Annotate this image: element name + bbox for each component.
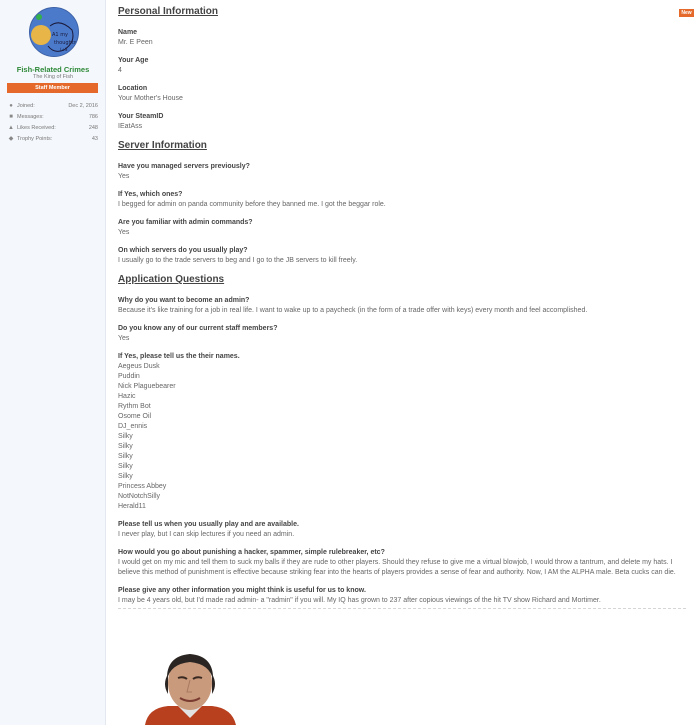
question: How would you go about punishing a hacker, spammer, simple rulebreaker, etc? <box>118 549 385 556</box>
question: Name <box>118 29 138 36</box>
thumbs-up-icon: ▲ <box>8 124 14 131</box>
stat-messages <box>8 111 98 122</box>
new-badge: New <box>679 9 694 17</box>
staff-name: Hazic <box>118 393 136 400</box>
answer: I would get on my mic and tell them to suck my balls if they are rude to other players. Should they refuse to give me a virtual blowjob, I would throw a tantrum, and delete my hats. I believe this method of punishment is effective because striking fear into the hearts of players provides a sense of fear and authority. Now, I AM the ALPHA male. Beta cucks can die. <box>118 559 676 576</box>
embedded-photo <box>140 650 240 725</box>
question: If Yes, please tell us the their names. <box>118 353 240 360</box>
staff-name: Herald11 <box>118 503 146 510</box>
stat-likes <box>8 122 98 133</box>
answer: IEatAss <box>118 123 143 130</box>
qa-location <box>118 84 688 104</box>
answer: 4 <box>118 67 122 74</box>
messages-icon: ■ <box>9 113 13 120</box>
stat-value[interactable]: 43 <box>91 135 98 142</box>
post-content <box>118 6 688 609</box>
qa-other-info <box>118 586 688 606</box>
stat-value[interactable]: 786 <box>88 113 98 120</box>
answer: Yes <box>118 335 130 342</box>
qa-availability <box>118 520 688 540</box>
staff-name: Rythm Bot <box>118 403 151 410</box>
stat-value: Dec 2, 2016 <box>68 102 98 109</box>
stat-label: Trophy Points: <box>17 135 53 142</box>
answer: Yes <box>118 229 130 236</box>
question: Are you familiar with admin commands? <box>118 219 253 226</box>
qa-admin-commands <box>118 218 688 238</box>
answer: I may be 4 years old, but I'd made rad admin- a "radmin" if you will. My IQ has grown to 237 after copious viewings of the hit TV show Richard and Mortimer. <box>118 597 601 604</box>
section-heading-personal: Personal Information <box>118 6 219 17</box>
question: Why do you want to become an admin? <box>118 297 250 304</box>
staff-name: Silky <box>118 453 133 460</box>
question: Your Age <box>118 57 149 64</box>
staff-name: Nick Plaguebearer <box>118 383 176 390</box>
stat-joined <box>8 100 98 111</box>
qa-age <box>118 56 688 76</box>
calendar-icon: ● <box>9 102 13 109</box>
question: On which servers do you usually play? <box>118 247 248 254</box>
staff-name: Aegeus Dusk <box>118 363 160 370</box>
qa-why-admin <box>118 296 688 316</box>
section-heading-application: Application Questions <box>118 274 225 285</box>
qa-usual-servers <box>118 246 688 266</box>
staff-name: NotNotchSilly <box>118 493 161 500</box>
user-stats <box>8 100 98 144</box>
staff-name: Puddin <box>118 373 140 380</box>
answer: I never play, but I can skip lectures if you need an admin. <box>118 531 295 538</box>
staff-name: Princess Abbey <box>118 483 167 490</box>
qa-staff-names <box>118 352 688 512</box>
section-heading-server: Server Information <box>118 140 207 151</box>
stat-label: Joined: <box>17 102 35 109</box>
stat-value: 248 <box>88 124 98 131</box>
user-sidebar <box>0 0 106 725</box>
post-divider <box>118 608 686 609</box>
svg-text:(+S: (+S <box>60 47 68 52</box>
qa-know-staff <box>118 324 688 344</box>
answer: Because it's like training for a job in real life. I want to wake up to a paycheck (in the form of a trade offer with keys) every month and feel accomplished. <box>118 307 588 314</box>
staff-name: Silky <box>118 433 133 440</box>
stat-label: Messages: <box>17 113 44 120</box>
qa-which-servers <box>118 190 688 210</box>
staff-name: DJ_ennis <box>118 423 148 430</box>
answer: I usually go to the trade servers to beg and I go to the JB servers to kill freely. <box>118 257 358 264</box>
question: Location <box>118 85 148 92</box>
question: If Yes, which ones? <box>118 191 183 198</box>
question: Do you know any of our current staff members? <box>118 325 278 332</box>
question: Please give any other information you might think is useful for us to know. <box>118 587 366 594</box>
answer: I begged for admin on panda community before they banned me. I got the beggar role. <box>118 201 386 208</box>
answer: Your Mother's House <box>118 95 183 102</box>
qa-steamid <box>118 112 688 132</box>
stat-trophy <box>8 133 98 144</box>
stat-label: Likes Received: <box>17 124 56 131</box>
qa-punishing <box>118 548 688 578</box>
qa-name <box>118 28 688 48</box>
staff-name: Silky <box>118 473 133 480</box>
question: Have you managed servers previously? <box>118 163 250 170</box>
staff-name: Silky <box>118 463 133 470</box>
username-link[interactable]: Fish-Related Crimes <box>16 65 90 74</box>
staff-member-badge: Staff Member <box>7 83 98 93</box>
question: Your SteamID <box>118 113 164 120</box>
trophy-icon: ◆ <box>8 136 14 142</box>
staff-name: Silky <box>118 443 133 450</box>
svg-text:thoughts: thoughts <box>54 40 77 46</box>
qa-managed-servers <box>118 162 688 182</box>
svg-text:A1 my: A1 my <box>52 32 69 38</box>
question: Please tell us when you usually play and are available. <box>118 521 299 528</box>
staff-names-list <box>118 362 688 512</box>
user-avatar[interactable] <box>29 7 79 57</box>
staff-name: Osome Oil <box>118 413 152 420</box>
answer: Yes <box>118 173 130 180</box>
answer: Mr. E Peen <box>118 39 153 46</box>
user-title: The King of Fish <box>32 74 74 80</box>
